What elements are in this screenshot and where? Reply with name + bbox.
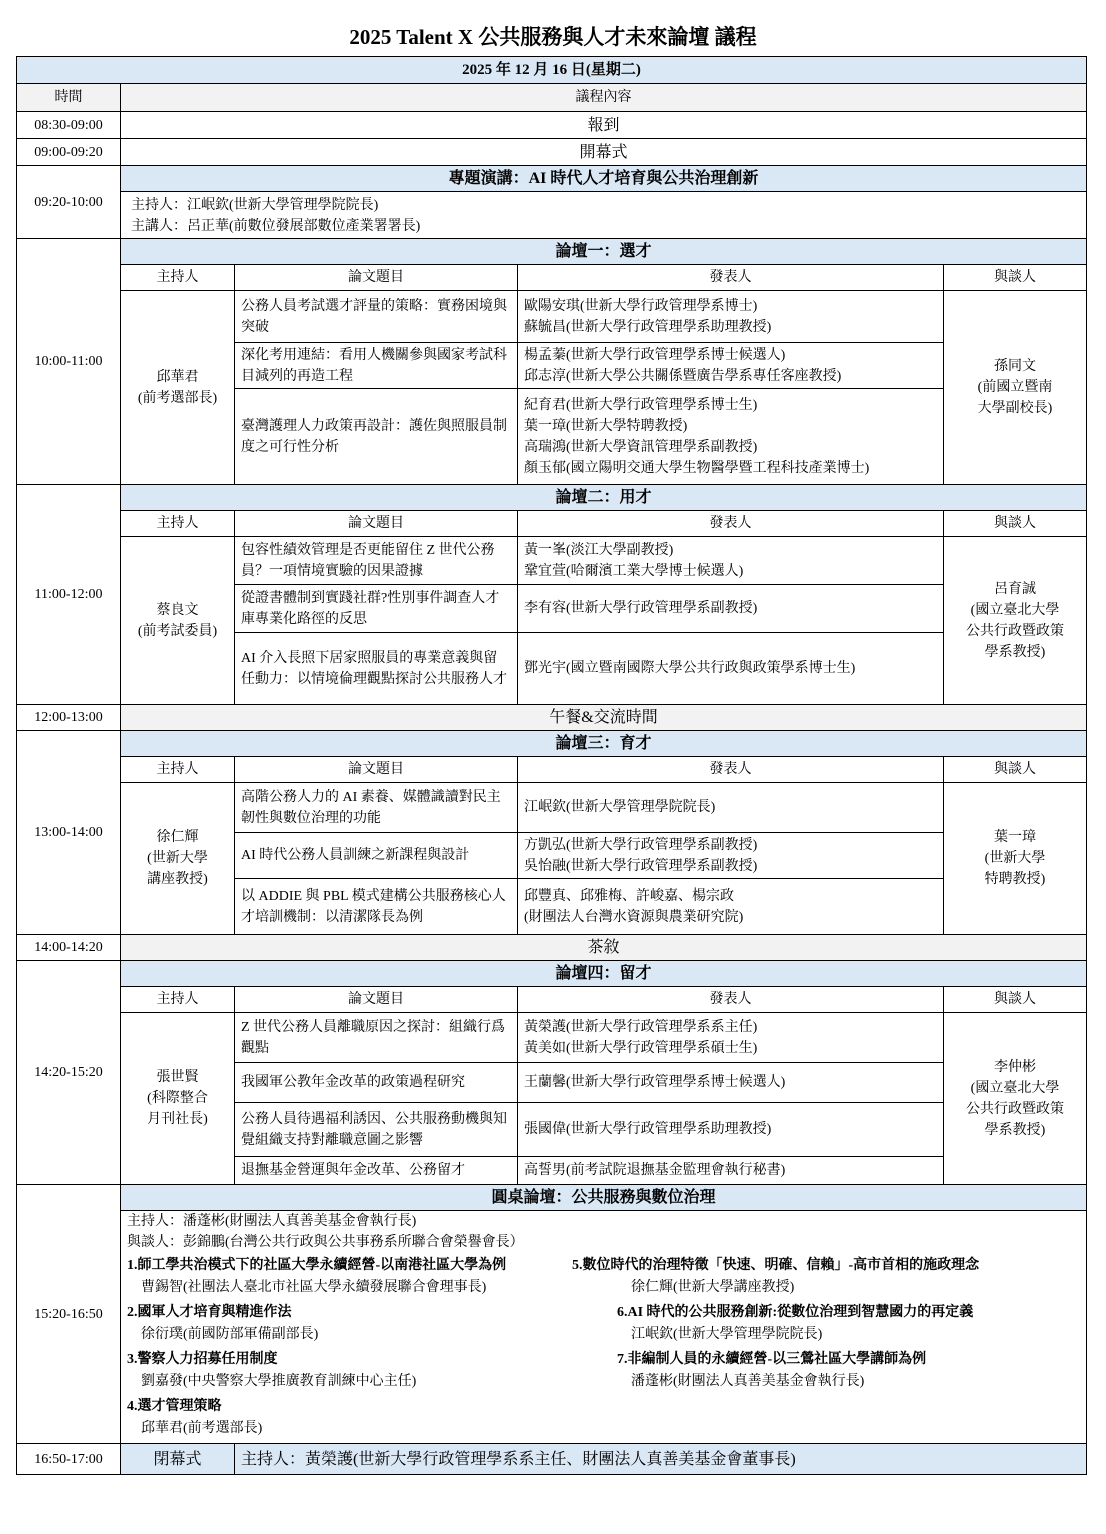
agenda-table [16,56,1087,1475]
keynote-body-row [17,192,1087,239]
header-row [17,84,1087,112]
presenter: 張國偉(世新大學行政管理學系助理教授) [524,1122,772,1137]
paper-topic: 高階公務人力的 AI 素養、媒體識讀對民主韌性與數位治理的功能 [235,783,518,833]
time-header: 時間 [17,84,121,112]
host-line: (前考選部長) [137,390,218,406]
roundtable-item [617,1349,1080,1392]
time-cell: 13:00-14:00 [17,731,121,935]
tea-break-label: 茶敘 [121,935,1087,961]
forum-title-row [17,961,1087,987]
forum-column-header-row [17,265,1087,291]
roundtable-item [572,1255,1080,1298]
host-line: 張世賢 [156,1070,199,1085]
presenter: 邱志淳(世新大學公共關係暨廣告學系專任客座教授) [524,368,842,384]
column-header-presenter: 發表人 [518,987,944,1013]
forum-column-header-row [17,511,1087,537]
roundtable-item [127,1349,617,1392]
paper-presenters [518,1013,944,1063]
host-line: 蔡良文 [156,602,199,618]
host-line: (世新大學 [147,851,208,866]
paper-presenters [518,633,944,705]
forum-column-header-row [17,757,1087,783]
forum-title: 論壇三：育才 [121,731,1087,757]
paper-topic: AI 介入長照下居家照服員的專業意義與留任動力：以情境倫理觀點探討公共服務人才 [235,633,518,705]
date-label: 2025 年 12 月 16 日(星期二) [17,57,1087,84]
column-header-host: 主持人 [121,757,235,783]
discussant-line: 李仲彬 [994,1059,1037,1075]
roundtable-item-person: 邱華君(前考選部長) [141,1421,263,1436]
discussant-line: (前國立暨南 [977,380,1053,395]
forum-discussant [944,291,1087,485]
presenter: 邱豐真、邱雅梅、許峻嘉、楊宗政 [524,888,734,904]
paper-topic: Z 世代公務人員離職原因之探討：組織行爲觀點 [235,1013,518,1063]
presenter: 紀育君(世新大學行政管理學系博士生) [524,397,758,413]
opening-row [17,139,1087,166]
time-cell: 14:20-15:20 [17,961,121,1185]
paper-presenters [518,537,944,585]
forum-discussant [944,783,1087,935]
time-cell: 15:20-16:50 [17,1185,121,1444]
closing-host: 主持人：黃榮護(世新大學行政管理學系系主任、財團法人真善美基金會董事長) [235,1444,1087,1475]
presenter: 蘇毓昌(世新大學行政管理學系助理教授) [524,319,772,335]
host-line: 徐仁輝 [156,830,199,845]
roundtable-item-person: 徐仁輝(世新大學講座教授) [631,1280,795,1295]
roundtable-title-row [17,1185,1087,1211]
presenter: 王蘭馨(世新大學行政管理學系博士候選人) [524,1075,786,1090]
paper-presenters [518,833,944,879]
presenter: 高誓男(前考試院退撫基金監理會執行秘書) [524,1163,786,1178]
forum-host [121,291,235,485]
roundtable-item-person: 劉嘉發(中央警察大學推廣教育訓練中心主任) [141,1374,417,1389]
keynote-title: 專題演講：AI 時代人才培育與公共治理創新 [121,166,1087,192]
column-header-topic: 論文題目 [235,265,518,291]
discussant-line: 學系教授) [984,1122,1046,1138]
roundtable-item [617,1302,1080,1345]
forum-host [121,1013,235,1185]
host-line: (科際整合 [147,1091,208,1106]
keynote-speaker: 主講人：呂正華(前數位發展部數位產業署署長) [131,219,421,234]
forum-host [121,783,235,935]
time-cell: 09:00-09:20 [17,139,121,166]
keynote-host: 主持人：江岷欽(世新大學管理學院院長) [131,198,379,213]
column-header-host: 主持人 [121,987,235,1013]
paper-presenters [518,1157,944,1185]
time-cell: 16:50-17:00 [17,1444,121,1475]
forum-title-row [17,485,1087,511]
paper-topic: 退撫基金營運與年金改革、公務留才 [235,1157,518,1185]
discussant-line: 學系教授) [984,644,1046,660]
paper-presenters [518,389,944,485]
forum-column-header-row [17,987,1087,1013]
column-header-presenter: 發表人 [518,757,944,783]
presenter: 鞏宜萱(哈爾濱工業大學博士候選人) [524,563,744,579]
roundtable-item-title: 4.選才管理策略 [127,1399,222,1414]
roundtable-item-title: 7.非編制人員的永續經營-以三鶯社區大學講師為例 [617,1352,927,1367]
presenter: 黃榮護(世新大學行政管理學系系主任) [524,1019,758,1035]
time-cell: 12:00-13:00 [17,705,121,731]
paper-presenters [518,343,944,389]
paper-row [17,783,1087,833]
forum-title-row [17,731,1087,757]
roundtable-host: 主持人：潘蓬彬(財團法人真善美基金會執行長) [127,1214,417,1229]
column-header-topic: 論文題目 [235,757,518,783]
column-header-discussant: 與談人 [944,265,1087,291]
roundtable-item-title: 6.AI 時代的公共服務創新:從數位治理到智慧國力的再定義 [617,1305,974,1320]
roundtable-body-row [17,1211,1087,1444]
discussant-line: 公共行政暨政策 [966,623,1065,639]
forum-discussant [944,1013,1087,1185]
discussant-line: (國立臺北大學 [970,1080,1060,1096]
forum-title: 論壇一：選才 [121,239,1087,265]
host-line: (前考試委員) [137,623,218,639]
column-header-host: 主持人 [121,511,235,537]
discussant-line: 大學副校長) [977,401,1053,416]
lunch-label: 午餐&交流時間 [121,705,1087,731]
roundtable-item [127,1302,617,1345]
roundtable-item-title: 3.警察人力招募任用制度 [127,1352,278,1367]
roundtable-item-title: 2.國軍人才培育與精進作法 [127,1305,292,1320]
time-cell: 14:00-14:20 [17,935,121,961]
discussant-line: (國立臺北大學 [970,602,1060,618]
roundtable-item-person: 曹錫智(社團法人臺北市社區大學永續發展聯合會理事長) [141,1280,487,1295]
paper-presenters [518,783,944,833]
roundtable-title: 圓桌論壇：公共服務與數位治理 [121,1185,1087,1211]
paper-presenters [518,291,944,343]
paper-row [17,291,1087,343]
roundtable-body [121,1211,1087,1444]
presenter: 吳怡融(世新大學行政管理學系副教授) [524,858,758,874]
time-cell: 11:00-12:00 [17,485,121,705]
column-header-discussant: 與談人 [944,511,1087,537]
column-header-topic: 論文題目 [235,511,518,537]
paper-topic: 以 ADDIE 與 PBL 模式建構公共服務核心人才培訓機制：以清潔隊長為例 [235,879,518,935]
column-header-discussant: 與談人 [944,757,1087,783]
roundtable-item-title: 5.數位時代的治理特徵「快速、明確、信賴」-高市首相的施政理念 [572,1258,980,1273]
discussant-line: 公共行政暨政策 [966,1101,1065,1117]
discussant-line: 孫同文 [994,359,1037,374]
presenter: 李有容(世新大學行政管理學系副教授) [524,601,758,616]
forum-host [121,537,235,705]
presenter: 黃一峯(淡江大學副教授) [524,542,674,558]
presenter: 方凱弘(世新大學行政管理學系副教授) [524,837,758,853]
presenter: 江岷欽(世新大學管理學院院長) [524,800,716,815]
column-header-presenter: 發表人 [518,265,944,291]
registration-label: 報到 [121,112,1087,139]
registration-row [17,112,1087,139]
opening-label: 開幕式 [121,139,1087,166]
date-row [17,57,1087,84]
presenter: 鄧光宇(國立暨南國際大學公共行政與政策學系博士生) [524,661,856,676]
discussant-line: 呂育誠 [994,581,1037,597]
paper-presenters [518,1103,944,1157]
host-line: 講座教授) [147,872,208,887]
roundtable-item-title: 1.師工學共治模式下的社區大學永續經營-以南港社區大學為例 [127,1258,507,1273]
discussant-line: 特聘教授) [984,872,1046,887]
roundtable-item-person: 潘蓬彬(財團法人真善美基金會執行長) [631,1374,865,1389]
forum-title: 論壇二：用才 [121,485,1087,511]
discussant-line: 葉一璋 [994,830,1037,845]
column-header-host: 主持人 [121,265,235,291]
presenter: 歐陽安琪(世新大學行政管理學系博士) [524,298,758,314]
column-header-presenter: 發表人 [518,511,944,537]
paper-presenters [518,879,944,935]
paper-topic: AI 時代公務人員訓練之新課程與設計 [235,833,518,879]
paper-topic: 包容性績效管理是否更能留住 Z 世代公務員？一項情境實驗的因果證據 [235,537,518,585]
tea-break-row [17,935,1087,961]
paper-presenters [518,585,944,633]
time-cell: 10:00-11:00 [17,239,121,485]
roundtable-item-person: 江岷欽(世新大學管理學院院長) [631,1327,823,1342]
presenter: 黃美如(世新大學行政管理學系碩士生) [524,1040,758,1056]
page-title: 2025 Talent X 公共服務與人才未來論壇 議程 [349,25,757,49]
paper-row [17,537,1087,585]
presenter: 顏玉郁(國立陽明交通大學生物醫學暨工程科技產業博士) [524,460,870,476]
presenter: 高瑞鴻(世新大學資訊管理學系副教授) [524,439,758,455]
paper-topic: 臺灣護理人力政策再設計：護佐與照服員制度之可行性分析 [235,389,518,485]
content-header: 議程內容 [121,84,1087,112]
forum-title-row [17,239,1087,265]
presenter: 楊孟蓁(世新大學行政管理學系博士候選人) [524,347,786,363]
roundtable-item-person: 徐衍璞(前國防部軍備副部長) [141,1327,319,1342]
column-header-discussant: 與談人 [944,987,1087,1013]
host-line: 邱華君 [156,369,199,385]
time-cell: 09:20-10:00 [17,166,121,239]
forum-title: 論壇四：留才 [121,961,1087,987]
roundtable-item [127,1396,617,1439]
roundtable-discussant: 與談人：彭錦鵬(台灣公共行政與公共事務系所聯合會榮譽會長） [127,1235,524,1250]
paper-topic: 公務人員待遇福利誘因、公共服務動機與知覺組織支持對離職意圖之影響 [235,1103,518,1157]
paper-row [17,1013,1087,1063]
time-cell: 08:30-09:00 [17,112,121,139]
presenter: 葉一璋(世新大學特聘教授) [524,418,688,434]
paper-topic: 從證書體制到實踐社群?性別事件調查人才庫專業化路徑的反思 [235,585,518,633]
paper-topic: 深化考用連結：看用人機關參與國家考試科目減列的再造工程 [235,343,518,389]
keynote-title-row [17,166,1087,192]
closing-label: 閉幕式 [121,1444,235,1475]
host-line: 月刊社長) [147,1112,208,1127]
paper-topic: 我國軍公教年金改革的政策過程研究 [235,1063,518,1103]
lunch-row [17,705,1087,731]
paper-presenters [518,1063,944,1103]
roundtable-items [127,1255,1080,1443]
paper-topic: 公務人員考試選才評量的策略：實務困境與突破 [235,291,518,343]
column-header-topic: 論文題目 [235,987,518,1013]
roundtable-item [127,1255,617,1298]
discussant-line: (世新大學 [984,851,1046,866]
presenter: (財團法人台灣水資源與農業研究院) [524,909,744,925]
forum-discussant [944,537,1087,705]
closing-row [17,1444,1087,1475]
